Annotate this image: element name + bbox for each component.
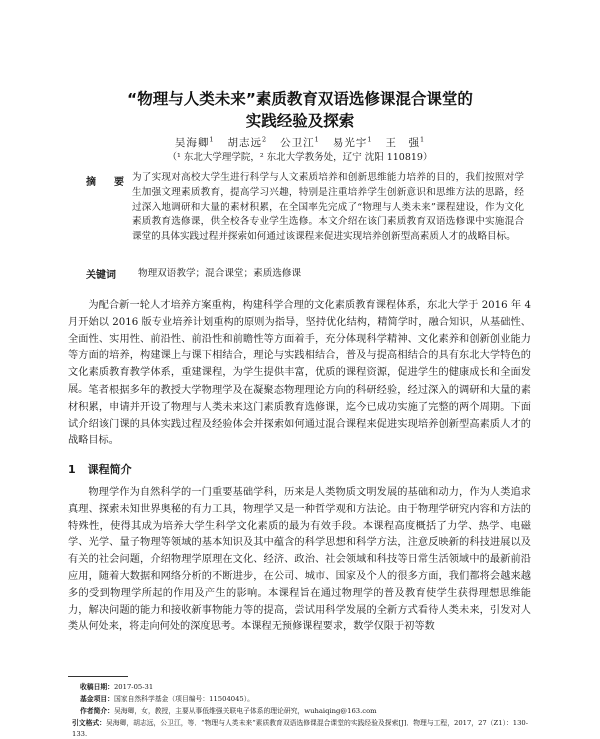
body-paragraph: 为配合新一轮人才培养方案重构，构建科学合理的文化素质教育课程体系，东北大学于 2016 年 4 月开始以 2016 版专业培养计划重构的原则为指导，坚持优化结构，精简学时，融合知识，从基础性、全面性、实用性、前沿性、前沿性和前瞻性等方面着手，充分体现科学精神、文化素养和创新创业能力等方面的培养，构建课上与课下相结合，理论与实践相结合，普及与提高相结合的具有东北大学特色的文化素质教育教学体系，重建课程，为学生提供丰富，优质的课程资源，促进学生的健康成长和全面发展。	[68, 300, 531, 395]
footnote-value: 2017-05-31	[113, 683, 154, 691]
section-heading	[68, 461, 144, 477]
footnote-divider	[68, 676, 128, 677]
author-name: 王 强	[385, 137, 420, 149]
abstract-label: 摘 要	[86, 177, 128, 188]
footnote-label: 作者简介：	[80, 707, 114, 715]
keywords-label: 关键词	[86, 270, 116, 281]
author-name: 胡志远	[227, 137, 263, 149]
footnote-author-bio	[80, 706, 532, 717]
footnote-label: 基金项目：	[80, 695, 114, 703]
author-affiliation-mark: 2	[262, 135, 268, 144]
author-affiliation-mark: 1	[314, 135, 320, 144]
footnote-citation	[72, 718, 532, 739]
author-affiliation-mark: 1	[209, 135, 215, 144]
footnote-label: 引文格式：	[72, 719, 106, 727]
paper-title-line-1: “物理与人类未来”素质教育双语选修课混合课堂的	[127, 90, 473, 108]
footnote-fund	[80, 694, 532, 705]
footnote-received	[80, 682, 532, 693]
paper-title-line-2: 实践经验及探索	[245, 112, 355, 130]
footnote-value: 吴海卿，女，教授，主要从事低维强关联电子体系的理论研究，wuhaiqing@163.com	[113, 707, 377, 715]
author-affiliation: （¹ 东北大学理学院，² 东北大学教务处，辽宁 沈阳 110819）	[167, 152, 433, 163]
footnote-label: 收稿日期：	[80, 683, 114, 691]
body-paragraph: 笔者根据多年的教授大学物理学及在凝聚态物理理论方向的科研经验，经过深入的调研和大量的素材积累，申请并开设了物理与人类未来这门素质教育选修课，迄今已成功实施了完整的两个周期。下面试介绍该门课的具体实践过程及经验体会并探索如何通过混合课程来促进实现培养创新型高素质人才的战略目标。	[68, 385, 531, 447]
author-affiliation-mark: 1	[419, 135, 426, 144]
author-name: 公卫江	[280, 137, 315, 149]
footnote-value: 国家自然科学基金（项目编号：11504045）。	[113, 695, 254, 703]
body-paragraph: 物理学作为自然科学的一门重要基础学科，历来是人类物质文明发展的基础和动力，作为人类追求真理、探索未知世界奥秘的有力工具，物理学又是一种哲学观和方法论。由于物理学研究内容和方法的特殊性，使得其成为培养大学生科学文化素质的最为有效手段。本课程高度概括了力学、热学、电磁学、光学、量子物理等领域的基本知识及其中蕴含的科学思想和科学方法，注意反映新的科技进展以及有关的社会问题，介绍物理学原理在文化、经济、政治、社会领域和科技等日常生活领域中的最新前沿应用，随着大数据和网络分析的不断进步，在公司、城市、国家及个人的很多方面，我们都将会越来越多的受到物理学所起的作用及产生的影响。本课程旨在通过物理学的普及教育使学生获得理想思维能力，解决问题的能力和接收新事物能力等的提高，尝试用科学发展的全新方式看待人类未来，引发对人类从何处来，将走向何处的深度思考。本课程无预修课程要求，数学仅限于初等数	[68, 487, 531, 633]
footnote-value: 吴海卿，胡志远，公卫江，等．“物理与人类未来”素质教育双语选修课混合课堂的实践经验及探索[J]．物理与工程，2017，27（Z1）：130-133.	[72, 719, 529, 738]
author-affiliation-mark: 1	[367, 135, 373, 144]
author-name: 吴海卿	[174, 137, 210, 149]
author-list	[60, 135, 540, 150]
author-name: 易光宇	[332, 137, 368, 149]
section-number: 1	[68, 463, 76, 476]
section-title: 课程简介	[87, 463, 132, 476]
keywords-text: 物理双语教学；混合课堂；素质选修课	[138, 268, 302, 279]
abstract-text: 为了实现对高校大学生进行科学与人文素质培养和创新思维能力培养的目的，我们按照对学生加强文理素质教育，提高学习兴趣，特别是注重培养学生创新意识和思维方法的思路，经过深入地调研和大量的素材积累，在全国率先完成了“物理与人类未来”课程建设，作为文化素质教育选修课，供全校各专业学生选修。本文介绍在该门素质教育双语选修课中实施混合课堂的具体实践过程并探索如何通过该课程来促进实现培养创新型高素质人才的战略目标。	[132, 172, 524, 243]
